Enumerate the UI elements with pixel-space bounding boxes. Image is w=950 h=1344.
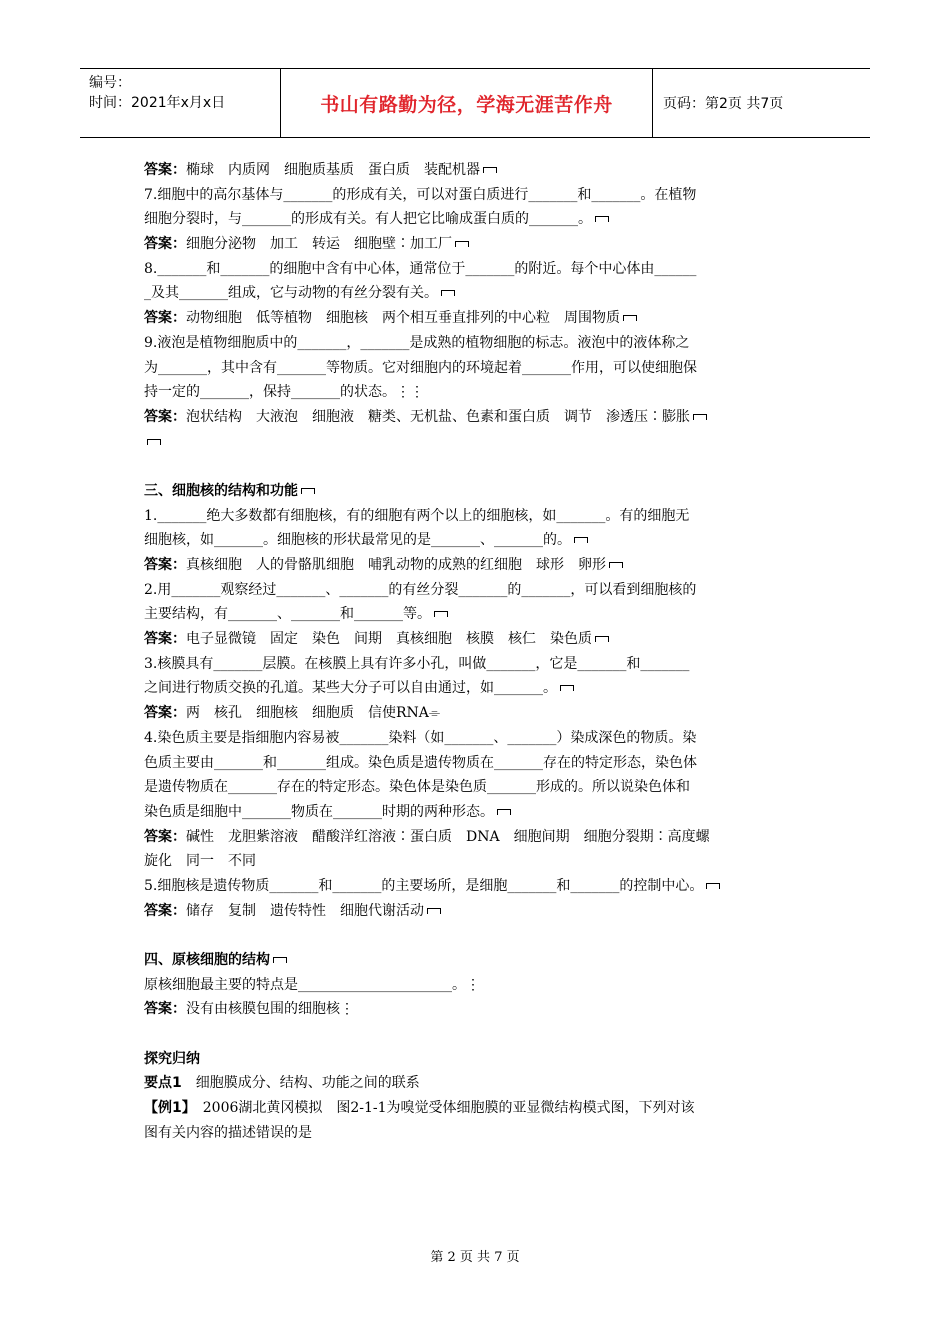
- answer-line: [144, 553, 814, 578]
- keypoint-text: 细胞膜成分、结构、功能之间的联系: [181, 1075, 420, 1092]
- answer-label: 答案：: [144, 828, 186, 845]
- page-footer: 第 2 页 共 7 页: [430, 1250, 520, 1265]
- text-line: [144, 874, 814, 899]
- motto: 书山有路勤为径，学海无涯苦作舟: [280, 69, 653, 137]
- text-line: [144, 528, 814, 553]
- heading-text: 四、原核细胞的结构: [144, 952, 270, 968]
- answer-line: [144, 627, 814, 652]
- answer-text: 椭球 内质网 细胞质基质 蛋白质 装配机器: [186, 162, 480, 178]
- answer-line: [144, 405, 814, 430]
- keypoint-text: 2006湖北黄冈模拟 图2-1-1为嗅觉受体细胞膜的亚显微结构模式图，下列对该: [188, 1100, 695, 1117]
- text-line: [144, 183, 814, 208]
- line-text: 9.液泡是植物细胞质中的_______，_______是成熟的植物细胞的标志。液泡中的液体称之: [144, 334, 690, 351]
- answer-label: 答案：: [144, 705, 186, 722]
- answer-label: 答案：: [144, 902, 186, 919]
- keypoint-label: 【例1】: [144, 1100, 189, 1117]
- page-header: [80, 68, 870, 138]
- answer-label: 答案：: [144, 162, 186, 178]
- line-text: 图有关内容的描述错误的是: [144, 1124, 312, 1141]
- text-line: [144, 973, 814, 998]
- paragraph-mark-icon: [455, 241, 469, 247]
- blank-line: [144, 923, 814, 948]
- answer-text: 真核细胞 人的骨骼肌细胞 哺乳动物的成熟的红细胞 球形 卵形: [186, 557, 606, 573]
- line-text: 8._______和_______的细胞中含有中心体，通常位于_______的附近。每个中心体由______: [144, 260, 697, 277]
- line-text: 主要结构，有_______、_______和_______等。: [144, 606, 431, 623]
- answer-label: 答案：: [144, 310, 186, 327]
- answer-text: 细胞分泌物 加工 转运 细胞壁∶加工厂: [186, 236, 452, 253]
- paragraph-mark-icon: [441, 290, 455, 296]
- text-line: [144, 849, 814, 874]
- line-text: 原核细胞最主要的特点是______________________。⋮: [144, 976, 480, 993]
- paragraph-mark-line: [144, 430, 814, 455]
- paragraph-mark-icon: [623, 315, 637, 321]
- paragraph-mark-icon: [147, 439, 161, 445]
- text-line: [144, 676, 814, 701]
- line-text: 2.用_______观察经过_______、_______的有丝分裂_______的_______，可以看到细胞核的: [144, 581, 697, 598]
- paragraph-mark-icon: [434, 611, 448, 617]
- answer-line: [144, 158, 814, 183]
- line-text: 是遗传物质在_______存在的特定形态。染色体是染色质_______形成的。所以说染色体和: [144, 779, 690, 796]
- line-text: 细胞分裂时，与_______的形成有关。有人把它比喻成蛋白质的_______。: [144, 211, 592, 228]
- number-label: 编号：: [89, 75, 131, 91]
- blank-line: [144, 1022, 814, 1047]
- text-line: [144, 726, 814, 751]
- header-info: [80, 69, 280, 137]
- answer-line: [144, 899, 814, 924]
- section-heading: [144, 948, 814, 973]
- text-line: [144, 800, 814, 825]
- answer-line: [144, 306, 814, 331]
- answer-text: 碱性 龙胆紫溶液 醋酸洋红溶液∶蛋白质 DNA 细胞间期 细胞分裂期∶高度螺: [186, 828, 710, 845]
- answer-label: 答案：: [144, 557, 186, 573]
- keypoint-line: [144, 1096, 814, 1121]
- answer-label: 答案：: [144, 236, 186, 253]
- answer-line: [144, 701, 814, 726]
- heading-text: 三、细胞核的结构和功能: [144, 482, 298, 499]
- page-number-label: 页码：第2页 共7页: [663, 96, 784, 112]
- line-text: 持一定的_______，保持_______的状态。⋮⋮: [144, 384, 424, 401]
- blank-line: [144, 454, 814, 479]
- paragraph-mark-icon: [483, 167, 497, 173]
- paragraph-mark-icon: [427, 908, 441, 914]
- text-line: [144, 504, 814, 529]
- answer-text: 没有由核膜包围的细胞核⋮: [186, 1001, 354, 1018]
- line-text: 5.细胞核是遗传物质_______和_______的主要场所，是细胞_______和_______的控制中心。: [144, 877, 704, 894]
- paragraph-mark-icon: [609, 562, 623, 568]
- time-label: 时间：2021年x月x日: [89, 95, 226, 111]
- document-body: [144, 158, 814, 1146]
- line-text: 7.细胞中的高尔基体与_______的形成有关，可以对蛋白质进行_______和_______。在植物: [144, 186, 697, 203]
- paragraph-mark-icon: [497, 809, 511, 815]
- line-text: 3.核膜具有_______层膜。在核膜上具有许多小孔，叫做_______，它是_______和_______: [144, 655, 690, 672]
- answer-text: 储存 复制 遗传特性 细胞代谢活动: [186, 902, 424, 919]
- answer-text: 电子显微镜 固定 染色 间期 真核细胞 核膜 核仁 染色质: [186, 631, 592, 648]
- paragraph-mark-icon: [273, 957, 287, 963]
- answer-line: [144, 825, 814, 850]
- line-text: 色质主要由_______和_______组成。染色质是遗传物质在_______存在的特定形态，染色体: [144, 754, 697, 771]
- answer-label: 答案：: [144, 408, 186, 425]
- line-text: 细胞核，如_______。细胞核的形状最常见的是_______、_______的。: [144, 532, 571, 549]
- answer-label: 答案：: [144, 1001, 186, 1018]
- text-line: [144, 775, 814, 800]
- answer-label: 答案：: [144, 631, 186, 648]
- paragraph-mark-icon: [693, 414, 707, 420]
- line-text: 之间进行物质交换的孔道。某些大分子可以自由通过，如_______。: [144, 680, 557, 697]
- answer-text: 两 核孔 细胞核 细胞质 信使RNA⌯: [186, 705, 441, 722]
- paragraph-mark-icon: [595, 636, 609, 642]
- paragraph-mark-icon: [574, 537, 588, 543]
- answer-line: [144, 997, 814, 1022]
- paragraph-mark-icon: [595, 216, 609, 222]
- text-line: [144, 356, 814, 381]
- heading-text: 探究归纳: [144, 1050, 200, 1067]
- text-line: [144, 1121, 814, 1146]
- section-heading: [144, 1047, 814, 1072]
- section-heading: [144, 479, 814, 504]
- text-line: [144, 578, 814, 603]
- keypoint-label: 要点1: [144, 1075, 182, 1092]
- text-line: [144, 331, 814, 356]
- text-line: [144, 751, 814, 776]
- line-text: 旋化 同一 不同: [144, 853, 256, 870]
- line-text: 为_______，其中含有_______等物质。它对细胞内的环境起着_______作用，可以使细胞保: [144, 359, 697, 376]
- text-line: [144, 602, 814, 627]
- text-line: [144, 257, 814, 282]
- line-text: 1._______绝大多数都有细胞核，有的细胞有两个以上的细胞核，如_______。有的细胞无: [144, 507, 690, 524]
- answer-text: 泡状结构 大液泡 细胞液 糖类、无机盐、色素和蛋白质 调节 渗透压∶膨胀: [186, 408, 690, 425]
- line-text: 4.染色质主要是指细胞内容易被_______染料（如_______、_______）染成深色的物质。染: [144, 729, 697, 746]
- paragraph-mark-icon: [560, 685, 574, 691]
- line-text: _及其_______组成，它与动物的有丝分裂有关。: [144, 285, 438, 302]
- text-line: [144, 281, 814, 306]
- paragraph-mark-icon: [301, 488, 315, 494]
- text-line: [144, 652, 814, 677]
- text-line: [144, 207, 814, 232]
- answer-text: 动物细胞 低等植物 细胞核 两个相互垂直排列的中心粒 周围物质: [186, 310, 620, 327]
- keypoint-line: [144, 1071, 814, 1096]
- line-text: 染色质是细胞中_______物质在_______时期的两种形态。: [144, 803, 494, 820]
- text-line: [144, 380, 814, 405]
- answer-line: [144, 232, 814, 257]
- paragraph-mark-icon: [706, 883, 720, 889]
